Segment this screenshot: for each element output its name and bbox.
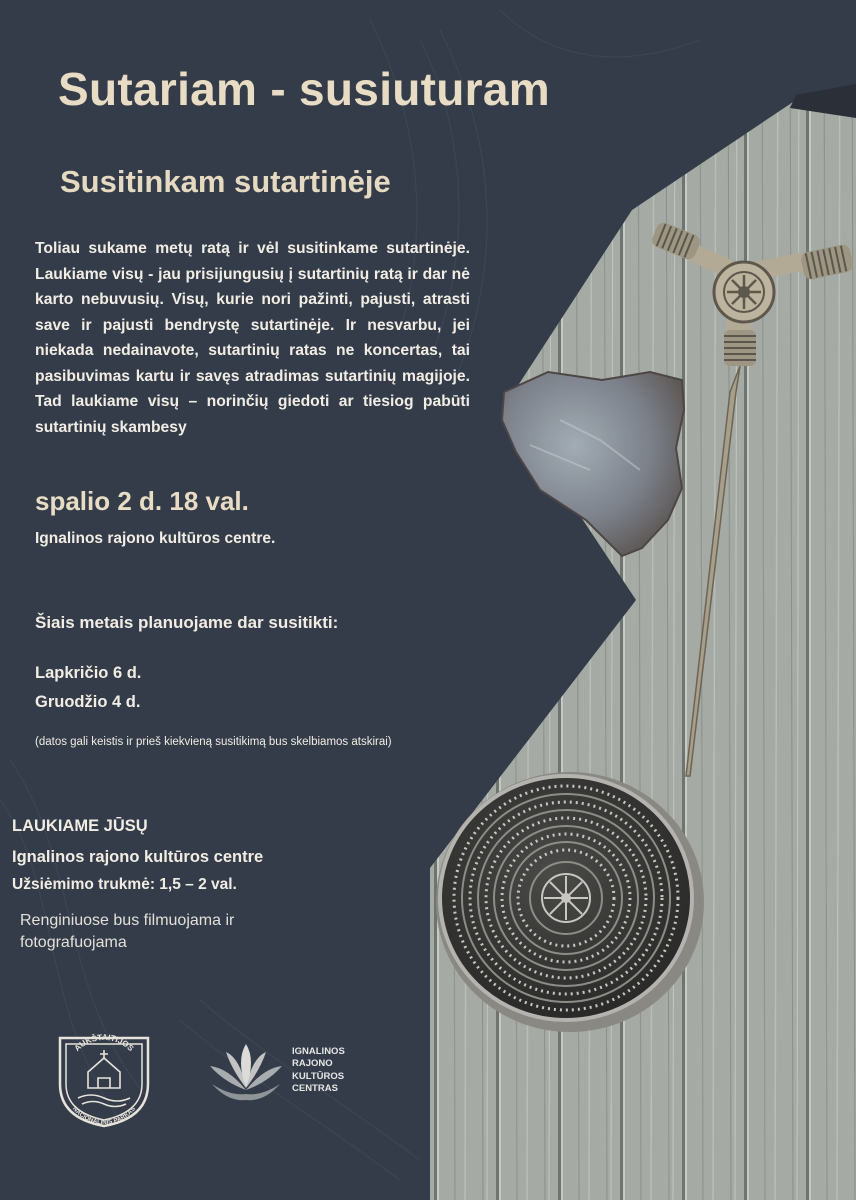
culture-centre-line: IGNALINOS bbox=[292, 1046, 345, 1057]
culture-centre-lotus-logo bbox=[206, 1040, 286, 1106]
poster-subtitle: Susitinkam sutartinėje bbox=[60, 164, 391, 199]
planned-meetings-heading: Šiais metais planuojame dar susitikti: bbox=[35, 613, 339, 632]
info-location: Ignalinos rajono kultūros centre bbox=[12, 848, 264, 866]
dates-note: (datos gali keistis ir prieš kiekvieną susitikimą bus skelbiamos atskirai) bbox=[35, 736, 392, 748]
planned-date-item: Gruodžio 4 d. bbox=[35, 693, 141, 711]
park-logo-top-text: AUKŠTAITIJOS bbox=[72, 1032, 136, 1054]
invite-heading: LAUKIAME JŪSŲ bbox=[12, 817, 148, 835]
filming-notice: Renginiuose bus filmuojama ir fotografuojama bbox=[20, 912, 235, 951]
wood-photo bbox=[430, 84, 856, 1200]
round-disc-image bbox=[436, 772, 704, 1032]
park-logo-bottom-text: NACIONALINIS PARKAS bbox=[71, 1105, 137, 1127]
event-date: spalio 2 d. 18 val. bbox=[35, 486, 249, 516]
event-venue: Ignalinos rajono kultūros centre. bbox=[35, 530, 276, 547]
culture-centre-line: CENTRAS bbox=[292, 1082, 338, 1094]
culture-centre-logo-text bbox=[292, 1046, 345, 1095]
svg-text:NACIONALINIS PARKAS bbox=[71, 1105, 137, 1126]
national-park-logo bbox=[54, 1028, 154, 1128]
culture-centre-line: RAJONO bbox=[292, 1058, 333, 1070]
rock-image bbox=[502, 372, 684, 556]
info-duration: Užsiėmimo trukmė: 1,5 – 2 val. bbox=[12, 876, 237, 893]
planned-date-item: Lapkričio 6 d. bbox=[35, 664, 142, 682]
poster-title: Sutariam - susiuturam bbox=[58, 63, 550, 115]
culture-centre-line: KULTŪROS bbox=[292, 1070, 345, 1082]
event-description: Toliau sukame metų ratą ir vėl susitinkame sutartinėje. Laukiame visų - jau prisijungusių į sutartinių ratą ir dar nė karto nebuvusių. Visų, kurie nori pažinti, pajusti, atrasti save ir pajusti bendrystę sutartinėje. Ir nesvarbu, jei niekada nedainavote, sutartinių ratas ne koncertas, tai pasibuvimas kartu ir savęs atradimas sutartinių magijoje. Tad laukiame visų – norinčių giedoti ar tiesiog pabūti sutartinių skambesy bbox=[35, 240, 470, 436]
